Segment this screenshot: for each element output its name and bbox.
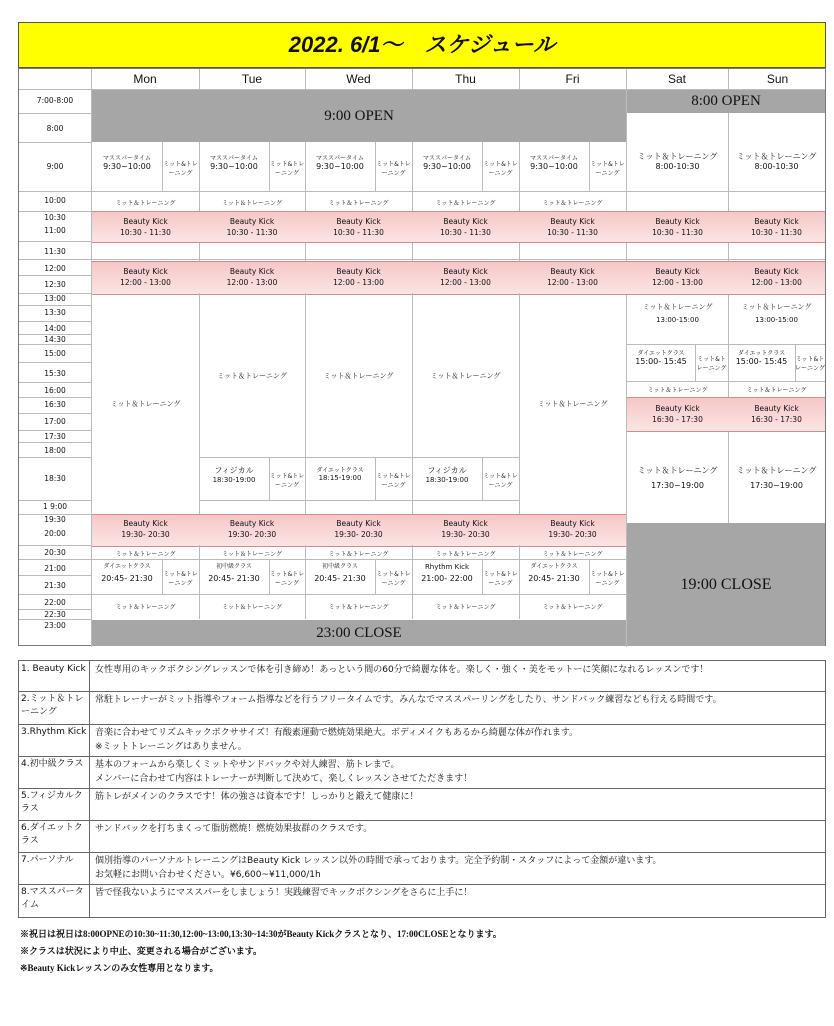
mass-spar-thu: マススパータイム 9:30~10:00 [423,155,471,171]
note-row: 5.フィジカルクラス 筋トレがメインのクラスです！体の強さは資本です！しっかりと鍛えて健康に！ [19,788,825,821]
time-label: 23:00 [44,621,66,630]
beauty-kick-sun-1030: Beauty Kick 10:30 - 11:30 [751,217,802,237]
beauty-kick-mon-1930: Beauty Kick 19:30- 20:30 [121,519,170,539]
mitt-mon-afternoon: ミット＆トレーニング [110,400,181,408]
mitt-thu-22: ミット＆トレーニング [435,604,496,611]
beauty-kick-thu-12: Beauty Kick 12:00 - 13:00 [440,267,491,287]
mitt-tue-10: ミット＆トレーニング [222,200,282,207]
beauty-kick-mon-12: Beauty Kick 12:00 - 13:00 [120,267,171,287]
day-header-mon: Mon [133,72,157,86]
day-header-wed: Wed [346,72,371,86]
time-label: 18:30 [44,474,66,483]
mitt-sat-16: ミット＆トレーニング [647,387,708,394]
time-label: 15:00 [44,349,66,358]
mitt-sun-1730: ミット＆トレーニング 17:30~19:00 [736,466,817,490]
day-header-fri: Fri [565,72,580,86]
note-row: 1. Beauty Kick 女性専用のキックボクシングレッスンで体を引き締め！あっという間の60分で綺麗な体を。楽しく・強く・美をモットーに笑顔になれるレッスンです！ [19,661,825,692]
time-label: 19:30 [44,515,66,524]
beauty-kick-sun-12: Beauty Kick 12:00 - 13:00 [751,267,802,287]
note-row: 6.ダイエットクラス サンドバックを打ちまくって脂肪燃焼！燃焼効果抜群のクラスです。 [19,820,825,853]
beauty-kick-fri-1030: Beauty Kick 10:30 - 11:30 [547,217,598,237]
diet-sun: ダイエットクラス 15:00- 15:45 [735,350,788,366]
time-label: 16:00 [44,386,66,395]
beauty-kick-tue-1930: Beauty Kick 19:30- 20:30 [227,519,277,539]
mitt-sun-8: ミット＆トレーニング 8:00-10:30 [736,152,817,171]
mitt-thu-21: ミット&トレーニング [483,571,518,587]
mitt-tue-22: ミット＆トレーニング [222,604,282,611]
footnote: ※Beauty Kickレッスンのみ女性専用となります。 [20,963,219,973]
beginner-wed: 初中級クラス 20:45- 21:30 [314,563,366,583]
mitt-wed-21: ミット&トレーニング [376,571,411,587]
mitt-thu-afternoon: ミット＆トレーニング [430,372,501,380]
time-label: 12:30 [44,280,66,289]
beauty-kick-fri-12: Beauty Kick 12:00 - 13:00 [547,267,598,287]
day-header-thu: Thu [455,72,476,86]
time-label: 13:00 [44,294,66,303]
mitt-thu-9: ミット&トレーニング [483,161,518,177]
time-label: 14:00 [44,324,66,333]
mass-spar-wed: マススパータイム 9:30~10:00 [316,155,364,171]
time-label: 10:00 [44,196,66,205]
time-label: 10:30 [44,213,66,222]
time-label: 13:30 [44,308,66,317]
beauty-kick-fri-1930: Beauty Kick 19:30- 20:30 [548,519,597,539]
rhythm-thu: Rhythm Kick 21:00- 22:00 [421,563,473,583]
mitt-mon-21: ミット&トレーニング [163,571,198,587]
mitt-wed-9: ミット&トレーニング [376,161,411,177]
diet-fri: ダイエットクラス 20:45- 21:30 [528,563,580,583]
class-descriptions-table [18,660,826,918]
time-label: 11:30 [44,247,66,256]
mitt-sat-1730: ミット＆トレーニング 17:30~19:00 [637,466,718,490]
time-label: 15:30 [44,369,66,378]
mass-spar-tue: マススパータイム 9:30~10:00 [210,155,258,171]
diet-wed: ダイエットクラス 18:15-19:00 [316,467,364,482]
beauty-kick-sat-12: Beauty Kick 12:00 - 13:00 [652,267,703,287]
beauty-kick-wed-12: Beauty Kick 12:00 - 13:00 [333,267,384,287]
day-header-sun: Sun [766,72,789,86]
mitt-wed-18: ミット&トレーニング [376,473,411,489]
beginner-tue: 初中級クラス 20:45- 21:30 [208,563,260,583]
beauty-kick-sat-1030: Beauty Kick 10:30 - 11:30 [652,217,703,237]
mitt-tue-21: ミット&トレーニング [269,571,305,587]
diet-sat: ダイエットクラス 15:00- 15:45 [635,350,687,366]
beauty-kick-wed-1030: Beauty Kick 10:30 - 11:30 [333,217,384,237]
mitt-sat-13: ミット＆トレーニング 13:00-15:00 [642,303,713,324]
note-row: 4.初中級クラス 基本のフォームから楽しくミットやサンドバックや対人練習、筋トレまで。 メンバーに合わせて内容はトレーナーが判断して決めて、楽しくレッスンさせてただきます！ [19,756,825,789]
time-label: 20:00 [44,529,66,538]
time-label: 11:00 [44,226,66,235]
physical-tue: フィジカル 18:30-19:00 [212,466,256,484]
weekday-open-banner: 9:00 OPEN [92,90,626,142]
mitt-tue-9: ミット&トレーニング [269,161,305,177]
weekend-close-banner: 19:00 CLOSE [627,523,825,646]
beauty-kick-tue-1030: Beauty Kick 10:30 - 11:30 [226,217,278,237]
mitt-mon-22: ミット＆トレーニング [115,604,176,611]
time-label: 20:30 [44,548,66,557]
mitt-wed-22: ミット＆トレーニング [328,604,389,611]
mitt-thu-18: ミット&トレーニング [483,473,518,489]
mitt-fri-10: ミット＆トレーニング [542,200,603,207]
time-label: 22:00 [44,598,66,607]
mitt-sun-15: ミット&トレーニング [795,356,825,372]
beauty-kick-wed-1930: Beauty Kick 19:30- 20:30 [334,519,383,539]
note-row: 2.ミット＆トレーニング 常駐トレーナーがミット指導やフォーム指導などを行うフリータイムです。みんなでマススパーリングをしたり、サンドバック練習なども行える時間です。 [19,691,825,725]
mitt-fri-21: ミット&トレーニング [590,571,625,587]
mitt-fri-22: ミット＆トレーニング [542,604,603,611]
time-label: 17:30 [44,432,66,441]
mitt-sat-15: ミット&トレーニング [696,356,727,372]
mitt-tue-2030: ミット＆トレーニング [222,551,282,558]
time-label: 1 9:00 [43,502,67,511]
note-row: 7.パーソナル 個別指導のパーソナルトレーニングはBeauty Kick レッスン以外の時間で承っております。完全予約制・スタッフによって金額が違います。 お気軽にお問い合わせください。¥6,600~¥11,000/1h [19,852,825,885]
mitt-sat-8: ミット＆トレーニング 8:00-10:30 [637,152,718,171]
schedule-grid [18,68,826,646]
weekend-open-banner: 8:00 OPEN [627,90,825,113]
mitt-wed-2030: ミット＆トレーニング [328,551,389,558]
mitt-fri-9: ミット&トレーニング [590,161,625,177]
time-label: 17:00 [44,417,66,426]
time-label: 14:30 [44,335,66,344]
note-row: 8.マススパータイム 皆で怪我ないようにマススパーをしましょう！実践練習でキックボクシングをさらに上手に！ [19,884,825,917]
mitt-mon-2030: ミット＆トレーニング [115,551,176,558]
note-row: 3.Rhythm Kick 音楽に合わせてリズムキックボクササイズ！有酸素運動で燃焼効果絶大。ボディメイクもあるから綺麗な体が作れます。 ※ミットトレーニングはありません。 [19,724,825,757]
beauty-kick-thu-1030: Beauty Kick 10:30 - 11:30 [440,217,491,237]
beauty-kick-mon-1030: Beauty Kick 10:30 - 11:30 [120,217,171,237]
mitt-mon-9: ミット&トレーニング [163,161,198,177]
time-label: 7:00-8:00 [36,96,74,105]
time-label: 21:00 [44,564,66,573]
mitt-sun-16: ミット＆トレーニング [746,387,807,394]
mitt-wed-afternoon: ミット＆トレーニング [323,372,394,380]
time-label: 8:00 [46,124,64,133]
mitt-sun-13: ミット＆トレーニング 13:00-15:00 [741,303,812,324]
time-label: 9:00 [46,162,64,171]
mitt-mon-10: ミット＆トレーニング [115,200,176,207]
diet-mon: ダイエットクラス 20:45- 21:30 [101,563,153,583]
day-header-tue: Tue [241,72,263,86]
mass-spar-fri: マススパータイム 9:30~10:00 [530,155,578,171]
day-header-sat: Sat [667,72,686,86]
beauty-kick-sun-1630: Beauty Kick 16:30 - 17:30 [751,404,802,424]
mitt-fri-2030: ミット＆トレーニング [542,551,603,558]
mitt-tue-afternoon: ミット＆トレーニング [217,372,287,380]
beauty-kick-sat-1630: Beauty Kick 16:30 - 17:30 [652,404,703,424]
beauty-kick-thu-1930: Beauty Kick 19:30- 20:30 [441,519,490,539]
physical-thu: フィジカル 18:30-19:00 [425,466,469,484]
mitt-thu-10: ミット＆トレーニング [435,200,496,207]
footnote: ※クラスは状況により中止、変更される場合がございます。 [20,946,263,956]
time-label: 16:30 [44,400,66,409]
footnote: ※祝日は祝日は8:00OPNEの10:30~11:30,12:00~13:00,13:30~14:30がBeauty Kickクラスとなり、17:00CLOSEとなります。 [20,929,502,939]
mitt-wed-10: ミット＆トレーニング [328,200,389,207]
page-title: 2022. 6/1～ スケジュール [18,22,826,68]
time-label: 22:30 [44,610,66,619]
beauty-kick-tue-12: Beauty Kick 12:00 - 13:00 [226,267,278,287]
time-label: 18:00 [44,446,66,455]
mass-spar-mon: マススパータイム 9:30~10:00 [103,155,151,171]
weekday-close-banner: 23:00 CLOSE [92,620,626,646]
mitt-tue-18: ミット&トレーニング [269,473,305,489]
mitt-thu-2030: ミット＆トレーニング [435,551,496,558]
time-label: 12:00 [44,264,66,273]
time-label: 21:30 [44,581,66,590]
mitt-fri-afternoon: ミット＆トレーニング [537,400,608,408]
